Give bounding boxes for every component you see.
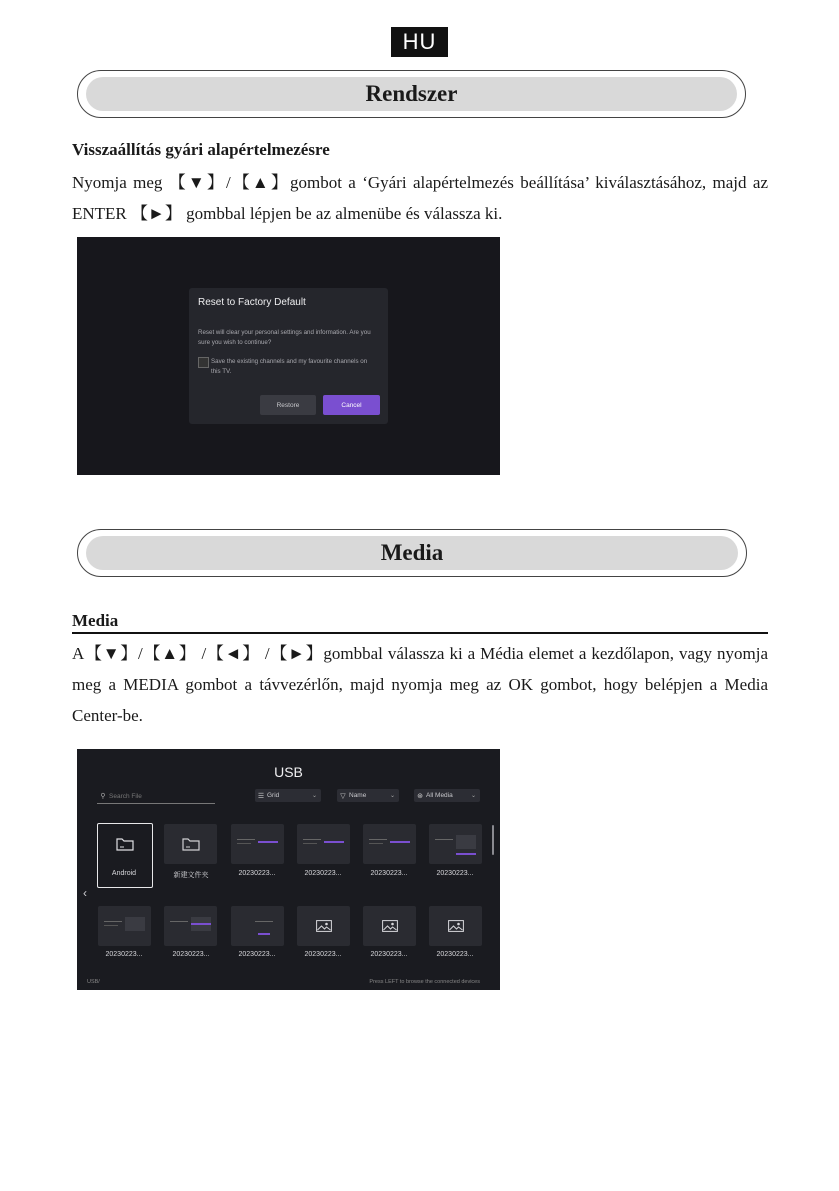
image-icon [448, 920, 464, 932]
folder-icon [182, 837, 200, 851]
section-heading: Visszaállítás gyári alapértelmezésre [72, 140, 330, 159]
image-thumbnail[interactable] [231, 906, 284, 946]
media-filter-value: All Media [426, 792, 453, 799]
filter-icon: ▽ [340, 792, 346, 800]
image-thumbnail[interactable] [429, 906, 482, 946]
scrollbar[interactable] [492, 825, 494, 855]
chevron-down-icon: ⌄ [470, 793, 476, 799]
dialog-message: Reset will clear your personal settings and information. Are you sure you wish to continue? [198, 329, 371, 346]
search-input[interactable] [97, 789, 215, 804]
media-center-screenshot [77, 749, 500, 990]
save-channels-label: Save the existing channels and my favourite channels on this TV. [211, 358, 368, 375]
image-icon [382, 920, 398, 932]
view-mode-dropdown[interactable] [255, 789, 321, 802]
section-paragraph: A【▼】/【▲】 /【◄】 /【►】gombbal válassza ki a Média elemet a kezdőlapon, vagy nyomja meg a MEDIA gombot a távvezérlőn, majd nyomja meg az OK gombot, hogy belépjen a Media Center-be. [72, 644, 768, 725]
file-label: 20230223... [238, 951, 276, 958]
file-label: 20230223... [304, 870, 342, 877]
dialog-title: Reset to Factory Default [198, 297, 306, 308]
section-banner-rendszer [77, 70, 746, 118]
save-channels-checkbox[interactable] [198, 357, 209, 368]
chevron-left-icon[interactable]: ‹ [83, 886, 87, 900]
media-filter-dropdown[interactable] [414, 789, 480, 802]
language-badge: HU [391, 27, 448, 57]
view-mode-value: Grid [267, 792, 280, 799]
heading-rule [72, 632, 768, 634]
folder-icon [116, 837, 134, 851]
file-label: 20230223... [436, 870, 474, 877]
image-thumbnail[interactable] [98, 906, 151, 946]
image-thumbnail[interactable] [297, 906, 350, 946]
search-icon: ⚲ [100, 793, 106, 800]
file-label: 20230223... [436, 951, 474, 958]
file-label: 新建文件夹 [173, 872, 209, 879]
image-thumbnail[interactable] [363, 906, 416, 946]
image-icon [316, 920, 332, 932]
image-thumbnail[interactable] [363, 824, 416, 864]
chevron-down-icon: ⌄ [389, 793, 395, 799]
file-label: 20230223... [370, 870, 408, 877]
file-label: 20230223... [238, 870, 276, 877]
factory-reset-screenshot [77, 237, 500, 475]
sort-value: Name [349, 792, 367, 799]
file-label: 20230223... [105, 951, 143, 958]
folder-tile[interactable] [98, 824, 151, 864]
file-label: 20230223... [370, 951, 408, 958]
section-paragraph: Nyomja meg 【▼】/【▲】gombot a ‘Gyári alapértelmezés beállítása’ kiválasztásához, majd az ENTER 【►】 gombbal lépjen be az almenübe és válassza ki. [72, 173, 768, 223]
cancel-button[interactable]: Cancel [323, 395, 380, 415]
factory-reset-dialog [189, 288, 388, 424]
restore-button[interactable]: Restore [260, 395, 316, 415]
section-title: Rendszer [86, 77, 737, 111]
section-banner-media [77, 529, 747, 577]
media-type-icon: ⊛ [417, 792, 423, 800]
image-thumbnail[interactable] [164, 906, 217, 946]
image-thumbnail[interactable] [429, 824, 482, 864]
section-heading: Media [72, 611, 119, 630]
media-title: USB [274, 764, 303, 780]
image-thumbnail[interactable] [297, 824, 350, 864]
current-path: USB/ [87, 979, 100, 985]
file-label: Android [111, 870, 137, 877]
navigation-hint: Press LEFT to browse the connected devices [369, 979, 480, 985]
folder-tile[interactable] [164, 824, 217, 864]
file-label: 20230223... [304, 951, 342, 958]
chevron-down-icon: ⌄ [311, 793, 317, 799]
list-icon: ☰ [257, 792, 265, 800]
search-placeholder: Search File [109, 792, 142, 800]
sort-dropdown[interactable] [337, 789, 399, 802]
image-thumbnail[interactable] [231, 824, 284, 864]
file-label: 20230223... [172, 951, 210, 958]
section-title: Media [86, 536, 738, 570]
